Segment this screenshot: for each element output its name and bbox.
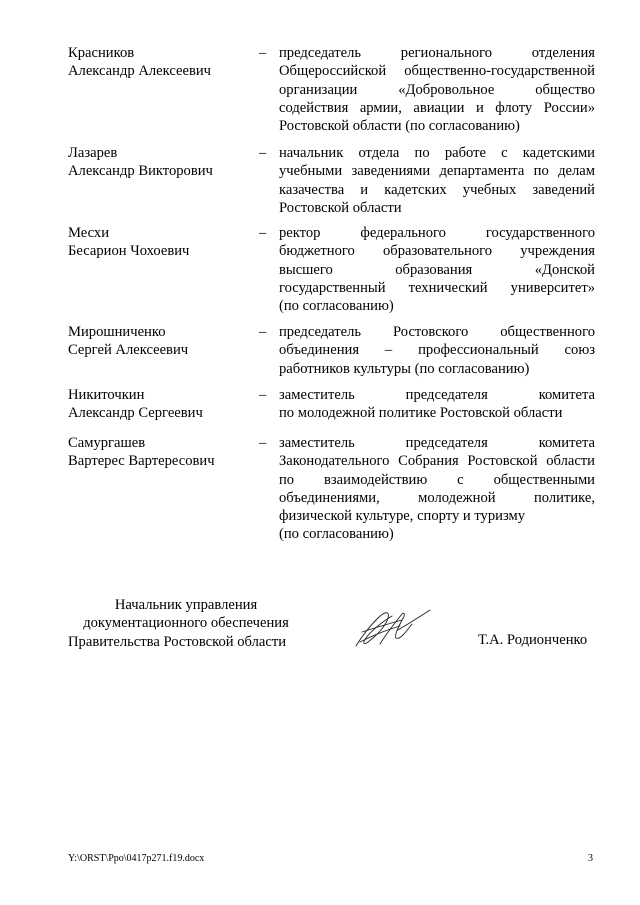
role-line: физической культуре, спорту и туризму [279,508,526,525]
role-line: заместитель председателя комитета [279,435,595,451]
role-line: (по согласованию) [279,298,394,315]
member-surname: Никиточкин [68,387,145,403]
member-name [68,434,258,471]
member-surname: Лазарев [68,145,118,161]
member-role [279,224,595,315]
member-given-names: Александр Сергеевич [68,405,203,422]
member-name [68,224,258,261]
role-line: организации «Добровольное общество [279,81,595,98]
role-line: по взаимодействию с общественными [279,471,595,488]
member-surname: Мирошниченко [68,324,166,340]
signatory-name: Т.А. Родионченко [478,632,588,648]
member-given-names: Александр Алексеевич [68,63,212,80]
role-line: объединениями, молодежной политике, [279,489,595,506]
role-line: государственный технический университет» [279,279,595,296]
role-line: заместитель председателя комитета [279,387,595,403]
role-line: объединения – профессиональный союз [279,342,595,359]
role-line: Законодательного Собрания Ростовской области [279,453,595,470]
signatory-title-line: Правительства Ростовской области [68,633,287,650]
member-role [279,386,595,423]
separator-dash: – [259,435,267,451]
footer-file-path: Y:\ORST\Ppo\0417p271.f19.docx [68,853,205,864]
member-surname: Красников [68,45,135,61]
role-line: Ростовской области [279,199,402,216]
role-line: содействия армии, авиации и флоту России» [279,99,595,116]
role-line: казачества и кадетских учебных заведений [279,181,595,198]
role-line: начальник отдела по работе с кадетскими [279,145,595,161]
role-line: председатель регионального отделения [279,45,595,61]
member-name [68,44,258,81]
member-given-names: Сергей Алексеевич [68,342,189,359]
role-line: работников культуры (по согласованию) [279,360,530,377]
role-line: ректор федерального государственного [279,225,595,241]
member-role [279,44,595,135]
separator-dash: – [259,387,267,403]
role-line: по молодежной политике Ростовской области [279,405,563,422]
role-line: бюджетного образовательного учреждения [279,243,595,260]
separator-dash: – [259,145,267,161]
role-line: учебными заведениями департамента по делам [279,163,595,180]
signatory-title-line: Начальник управления [114,597,258,613]
signatory-title-line: документационного обеспечения [83,615,289,632]
handwritten-signature [352,606,434,650]
member-name [68,323,258,360]
member-role [279,434,595,544]
role-line: высшего образования «Донской [279,261,595,278]
member-surname: Месхи [68,225,110,241]
role-line: Общероссийской общественно-государственной [279,63,595,80]
signatory-title [68,596,304,651]
member-role [279,323,595,378]
role-line: (по согласованию) [279,526,394,543]
member-given-names: Александр Викторович [68,163,213,180]
member-given-names: Вартерес Вартересович [68,453,215,470]
member-name [68,144,258,181]
role-line: Ростовской области (по согласованию) [279,118,520,135]
separator-dash: – [259,225,267,241]
role-line: председатель Ростовского общественного [279,324,595,340]
member-given-names: Бесарион Чохоевич [68,243,190,260]
member-role [279,144,595,217]
footer-page-number: 3 [588,853,593,864]
separator-dash: – [259,324,267,340]
separator-dash: – [259,45,267,61]
member-name [68,386,258,423]
member-surname: Самургашев [68,435,146,451]
